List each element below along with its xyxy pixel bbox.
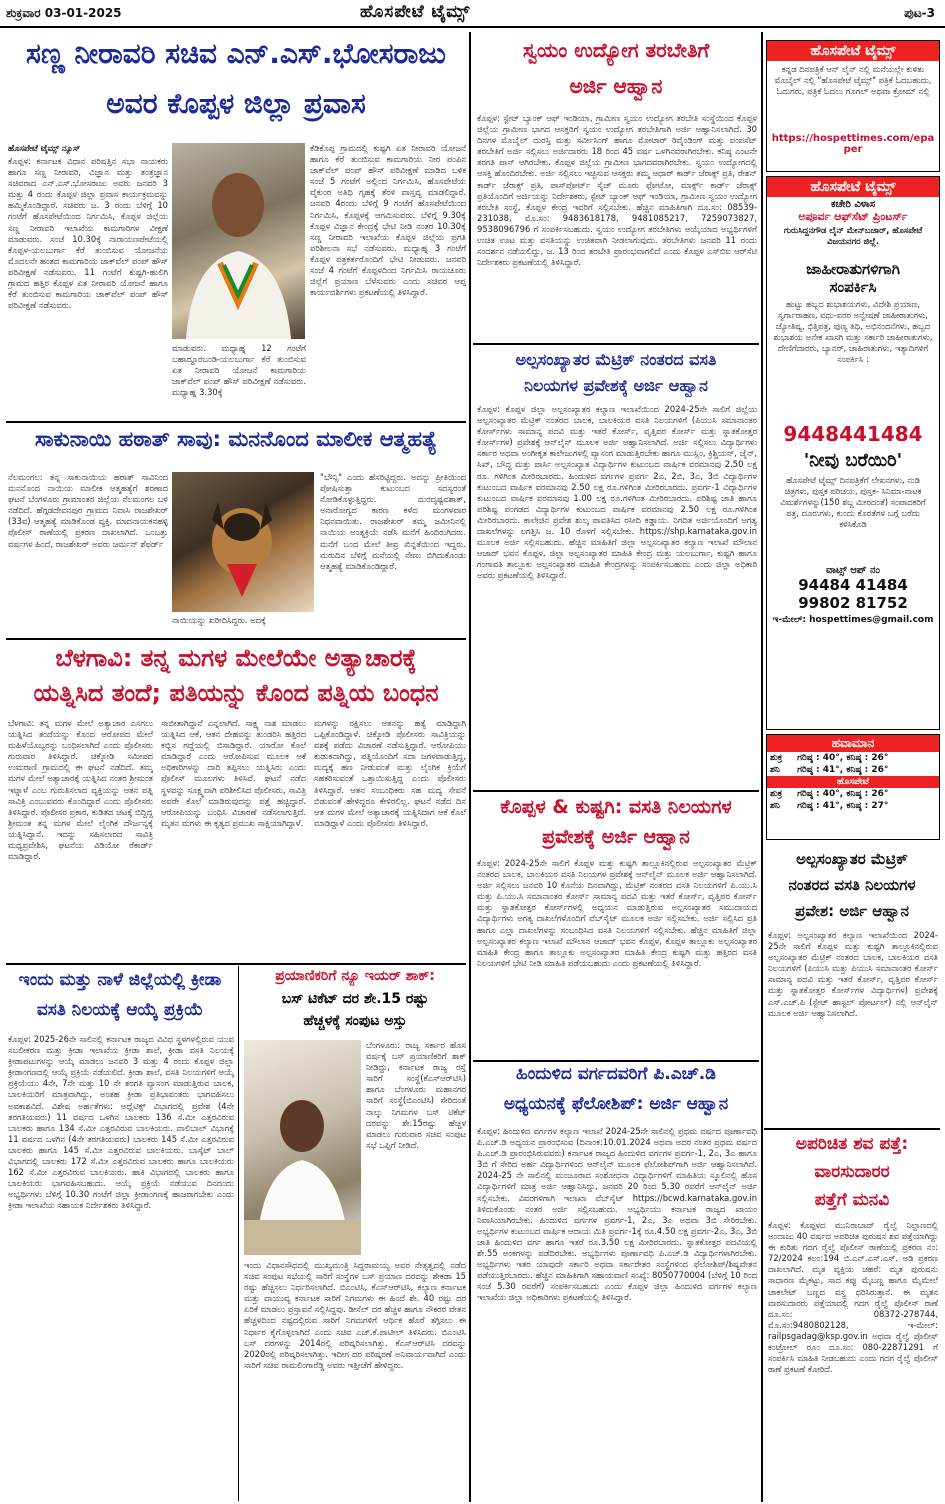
article-headline: ಹಿಂದುಳಿದ ವರ್ಗದವರಿಗೆ ಪಿ.ಎಚ್.ಡಿ	[516, 1064, 716, 1084]
dog-photo	[172, 472, 314, 612]
email[interactable]: ಇ-ಮೇಲ್: hospettimes@gmail.com	[772, 615, 934, 625]
article-body: ಬೆಂಗಳೂರು: ರಾಜ್ಯ ಸರ್ಕಾರ ಹೊಸ ವರ್ಷಕ್ಕೆ ಬಸ್ ಪ್ರಯಾಣಿಕರಿಗೆ ಶಾಕ್ ನೀಡಿದ್ದು, ಕರ್ನಾಟಕ ರಾಜ್ಯ ರಸ್ತೆ ಸಾರಿಗೆ ಸಂಸ್ಥೆ(ಕೆಎಸ್‌ಆರ್‌ಟಿಸಿ) ಹಾಗೂ ಬೆಂಗಳೂರು ಮಹಾನಗರ ಸಾರಿಗೆ ಸಂಸ್ಥೆ(ಬಿಎಂಟಿಸಿ) ಸೇರಿದಂತೆ ನಾಲ್ಕು ನಿಗಮಗಳ ಬಸ್ ಟಿಕೆಟ್ ದರವನ್ನು ಶೇ.15ರಷ್ಟು ಹೆಚ್ಚಳ ಮಾಡಲು ಗುರುವಾರ ಸಚಿವ ಸಂಪುಟ ಸಭೆ ಒಪ್ಪಿಗೆ ನೀಡಿದೆ.	[366, 1040, 466, 1150]
article-body: ನೆಲಮಂಗಲ: ತನ್ನ ಸಾಕುನಾಯಿಯ ಹಠಾತ್ ಸಾವಿನಿಂದ ಮನನೊಂದ ನಾಯಿಯ ಮಾಲೀಕ ಆತ್ಮಹತ್ಯೆಗೆ ಶರಣಾದ ಘಟನೆ ಬೆಂಗಳೂರು ಗ್ರಾಮಾಂತರ ಜಿಲ್ಲೆಯ ನೆಲಮಂಗಲ ಬಳಿ ನಡೆದಿದೆ. ಹೆಗ್ಗಡದೇವನಪುರ ಗ್ರಾಮದ ನಿವಾಸಿ ರಾಜಶೇಖರ್ (33ವ) ಆತ್ಮಹತ್ಯೆ ಮಾಡಿಕೊಂಡ ವ್ಯಕ್ತಿ. ಮಾದನಾಯಕನಹಳ್ಳಿ ಪೊಲೀಸ್ ಠಾಣೆಯಲ್ಲಿ ಪ್ರಕರಣ ದಾಖಲಾಗಿದೆ. ಒಂಬತ್ತು ವರ್ಷಗಳ ಹಿಂದೆ, ರಾಜಶೇಖರ್ ಅವರು ಜರ್ಮನ್ ಶೆಫರ್ಡ್	[8, 472, 168, 549]
issue-date: ಶುಕ್ರವಾರ 03-01-2025	[6, 6, 122, 20]
article-headline-line2: ಅಧ್ಯಯನಕ್ಕೆ ಫೆಲೋಶಿಪ್: ಅರ್ಜಿ ಆಹ್ವಾನ	[503, 1094, 729, 1114]
article-headline-line2: ವಾರಸುದಾರರ	[814, 1162, 890, 1182]
whatsapp-number: 94484 41484	[798, 576, 908, 594]
article-headline-line2: ನಂತರದ ವಸತಿ ನಿಲಯಗಳ	[788, 876, 916, 894]
article-headline: ಬೆಳಗಾವಿ: ತನ್ನ ಮಗಳ ಮೇಲೆಯೇ ಅತ್ಯಾಚಾರಕ್ಕೆ	[55, 644, 417, 672]
weather-day: ಶನಿ	[770, 801, 780, 811]
article-headline-line3: ಪತ್ತೆಗೆ ಮನವಿ	[814, 1190, 890, 1210]
article-body-cont: ಇಂದು ವಿಧಾನಸೌಧದಲ್ಲಿ ಮುಖ್ಯಮಂತ್ರಿ ಸಿದ್ದರಾಮಯ್ಯ ಅವರ ನೇತೃತ್ವದಲ್ಲಿ ನಡೆದ ಸಚಿವ ಸಂಪುಟ ಸಭೆಯಲ್ಲಿ ಸಾರಿಗೆ ಸಂಸ್ಥೆಗಳ ಬಸ್ ಪ್ರಯಾಣ ದರವನ್ನು ಶೇಕಡಾ 15 ರಷ್ಟು ಹೆಚ್ಚಿಸಲು ನಿರ್ಧರಿಸಲಾಗಿದೆ. ಬಿಎಂಟಿಸಿ, ಕೆಎಸ್‌ಆರ್‌ಟಿಸಿ, ಕಲ್ಯಾಣ ಕರ್ನಾಟಕ ಮತ್ತು ವಾಯುವ್ಯ ಕರ್ನಾಟಕ ಸಾರಿಗೆ ನಿಗಮಗಳು ಈ ಹಿಂದೆ ಶೇ. 40 ರಷ್ಟು ದರ ಏರಿಕೆ ಮಾಡಲು ಪ್ರಸ್ತಾವನೆ ಸಲ್ಲಿಸಿದ್ದವು. ಡೀಸೆಲ್ ದರ ಹೆಚ್ಚಳ ಹಾಗೂ ನೌಕರರ ವೇತನ ಹೆಚ್ಚಳದಿಂದ ನಷ್ಟದಲ್ಲಿರುವ ಸಾರಿಗೆ ನಿಗಮಗಳಿಗೆ ಆರ್ಥಿಕ ಹೊರೆ ತಗ್ಗಿಸಲು ಈ ನಿರ್ಧಾರ ಕೈಗೊಳ್ಳಲಾಗಿದೆ ಎಂದು ಸಚಿವ ಎಚ್.ಕೆ.ಪಾಟೀಲ್ ತಿಳಿಸಿದರು. ಬಿಎಂಟಿಸಿ ಬಸ್ ದರಗಳನ್ನು 2014ರಲ್ಲಿ ಪರಿಷ್ಕರಿಸಲಾಗಿತ್ತು. ಕೆಎಸ್‌ಆರ್‌ಟಿಸಿ ದರವನ್ನು 2020ರಲ್ಲಿ ಪರಿಷ್ಕರಿಸಲಾಗಿತ್ತು. ಇದೀಗ ದರ ಪರಿಷ್ಕರಣೆ ಅನಿವಾರ್ಯವಾಗಿದೆ ಎಂದು ಸಾರಿಗೆ ಸಚಿವ ರಾಮಲಿಂಗಾರೆಡ್ಡಿ ಅವರು ಇತ್ತೀಚೆಗೆ ಹೇಳಿದ್ದರು.	[244, 1260, 466, 1370]
press-name: ಅಪೂರ್ವ ಆಫ್‌ಸೆಟ್ ಪ್ರಿಂಟರ್ಸ್	[798, 210, 908, 223]
weather-box	[766, 734, 940, 840]
weather-day: ಶುಕ್ರ	[770, 789, 783, 799]
ads-heading: ಜಾಹೀರಾತುಗಳಿಗಾಗಿ	[806, 260, 900, 278]
weather-row	[767, 800, 939, 812]
weather-temp: ಗರಿಷ್ಠ : 41°, ಕನಿಷ್ಠ : 26°	[797, 765, 889, 775]
article-headline: ಸ್ವಯಂ ಉದ್ಯೋಗ ತರಬೇತಿಗೆ	[522, 38, 710, 62]
weather-temp: ಗರಿಷ್ಠ : 40°, ಕನಿಷ್ಠ : 26°	[797, 753, 889, 763]
article-body-cont: ಮಾಡುವರು. ಮಧ್ಯಾಹ್ನ 12 ಗಂಟೆಗೆ ಬಹಾದ್ದೂರಬಂಡಿ-ಯಲಬುರ್ಗಾ ಕೆರೆ ತುಂಬಿಸುವ ಏತ ನೀರಾವರಿ ಯೋಜನೆ ಕಾಮಗಾರಿಯ ಜಾಕ್‌ವೆಲ್ ಪಂಪ್ ಹೌಸ್ ಪರಿವೀಕ್ಷಣೆ ನಡೆಸುವರು. ಮಧ್ಯಾಹ್ನ 3.30ಕ್ಕೆ	[172, 343, 306, 398]
person-photo-icon	[172, 143, 305, 339]
article-headline-line2: ಅವರ ಕೊಪ್ಪಳ ಜಿಲ್ಲಾ ಪ್ರವಾಸ	[106, 87, 366, 120]
article-headline: ಇಂದು ಮತ್ತು ನಾಳೆ ಜಿಲ್ಲೆಯಲ್ಲಿ ಕ್ರೀಡಾ	[18, 970, 222, 990]
epaper-ad	[766, 40, 940, 172]
cm-photo	[244, 1040, 361, 1255]
weather-title: ಹವಾಮಾನ	[767, 735, 939, 752]
office-address: ಗುರುಸಿದ್ದನಗೌಡ ಲೈನ್ ಮೇನ್‌ಬಜಾರ್, ಹೊಸಪೇಟೆ ವಿಜಯನಗರ ಜಿಲ್ಲೆ.	[783, 225, 923, 247]
slogan: 'ನೀವು ಬರೆಯಿರಿ'	[803, 450, 903, 471]
ad-text: ಕನ್ನಡ ದಿನಪತ್ರಿಕೆ ಆನ್ ಲೈನ್ ನಲ್ಲಿ ಮನೆಯಲ್ಲೇ ಕುಳಿತು ಮೊಬೈಲ್ ನಲ್ಲಿ "ಹೊಸಪೇಟೆ ಟೈಮ್ಸ್" ಪತ್ರಿಕೆ ಓದಬಹುದು, ಓದುಗರು, ಪತ್ರಿಕೆ ಓದಲು ಗೂಗಲ್ ಅಥವಾ ಕ್ರೋಮ್ ನಲ್ಲಿ	[774, 64, 932, 97]
ad-categories: ಹುಟ್ಟು ಹಬ್ಬದ ಶುಭಾಶಯಗಳು, ವಿದೇಶಿ ಪ್ರಯಾಣ, ಸ್ವರ್ಗಾರಾಹಣ, ವಧು-ವರರ ಅನ್ವೇಷಣೆ ಜಾಹೀರಾತುಗಳು, ಜ್ಯೋತಿಷ್ಯ, ಭಿತ್ತಿಪತ್ರ, ಪುಣ್ಯ ತಿಥಿ, ಅಭಿನಂದನೆಗಳು, ಹಬ್ಬದ ಶುಭಾಶಯ ಅನೇಕ ಖಾಸಗಿ ಮತ್ತು ಸರ್ಕಾರಿ ಜಾಹೀರಾತುಗಳು, ದೇಣಿಗೆದಾರರು, ಬ್ಯಾನರ್, ಜಾಹಿರಾತುಗಳು, ಇತ್ಯಾದಿಗಳಿಗೆ ಸಂಪರ್ಕಿಸಿ :	[773, 299, 933, 365]
article-body: ಕೊಪ್ಪಳ: ಕೊಪ್ಪಳದ ಮುನಿರಾಬಾದ್ ರೈಲ್ವೆ ನಿಲ್ದಾಣದಲ್ಲಿ ಅಂದಾಜು 40 ವರ್ಷದ ಅಪರಿಚಿತ ಪುರುಷನ ಶವ ಪತ್ತೆಯಾಗಿದ್ದು ಈ ಕುರಿತು ಗದಗ ರೈಲ್ವೆ ಪೊಲೀಸ್ ಠಾಣೆಯಲ್ಲಿ ಪ್ರಕರಣ ನಂ: 72/2024 ಕಲಂ:194 ಬಿ.ಎನ್.ಎಸ್.ಎಸ್. ಅಡಿ ಪ್ರಕರಣ ದಾಖಲಾಗಿದೆ. ಮೃತ ವ್ಯಕ್ತಿಯ ಚಹರೆ: ಮೃತ ಪುರುಷನು ಸಾಧಾರಣ ಮೈಕಟ್ಟು, ಸಾದ ಕಪ್ಪು ಮೈಬಣ್ಣ ಹಾಗೂ ಮೈಮೇಲೆ ಚಾಕಲೇಟ್ ಬಣ್ಣದ ವಸ್ತ್ರ ಧರಿಸಿರುತ್ತಾನೆ. ಈ ಮೃತನ ವಾರಸುದಾರರು ಪತ್ತೆಯಾದಲ್ಲಿ ಗದಗ ರೈಲ್ವೆ ಪೊಲೀಸ್ ಠಾಣೆ ದೂ.ಸಂ: 08372-278744, ಮೊ.ಸಂ:9480802128, ಇ-ಮೇಲ್: railpsgadag@ksp.gov.in ಅಥವಾ ರೈಲ್ವೆ ಪೊಲೀಸ್ ಕಂಟ್ರೋಲ್ ರೂಂ ದೂ.ಸಂ: 080-22871291 ಗೆ ಸಂಪರ್ಕಿಸಿ ಮಾಹಿತಿ ನೀಡಬಹುದು ಎಂದು ಗದಗ ರೈಲ್ವೆ ಪೊಲೀಸ್ ಠಾಣೆ ಪ್ರಕಟಣೆ ಕೋರಿದೆ.	[768, 1220, 938, 1375]
masthead	[0, 0, 945, 28]
divider	[473, 343, 759, 345]
article-headline-line2: ನಿಲಯಗಳ ಪ್ರವೇಶಕ್ಕೆ ಅರ್ಜಿ ಆಹ್ವಾನ	[524, 376, 708, 395]
divider	[764, 1128, 940, 1130]
article-body-cont: ಸಾಬೀತಾಗಿದ್ದಾನೆ ಎನ್ನಲಾಗಿದೆ. ಸಾಕ್ಷ್ಯ ನಾಶ ಮಾಡಲು ಯತ್ನಿಸಿದ ಆಕೆ, ಆತನ ದೇಹವನ್ನು ತುಂಡರಿಸಿ ಹತ್ತಿರದ ಕಬ್ಬಿನ ಗದ್ದೆಯಲ್ಲಿ ಬಿಸಾಡಿದ್ದಾರೆ. ಯಾರೋ ಕೊಲೆ ಮಾಡಿದ್ದಾರೆ ಎಂದು ಆರೋಪಿಸುವ ಮೂಲಕ ಅಕೆ ಅಧಿಕಾರಿಗಳನ್ನು ದಾರಿ ತಪ್ಪಿಸಲು ಯತ್ನಿಸಿರು ಎಂದು ಪೊಲೀಸ್ ಮೂಲಗಳು ತಿಳಿಸಿವೆ. ಘಟನೆ ನಡೆದ ಸ್ಥಳವನ್ನು ಸೂಕ್ಷ್ಮವಾಗಿ ಪರಿಶೀಲಿಸಿದ ಪೊಲೀಸರು, ಸಾವಿತ್ರಿ ಅವರೇ ಕೊಲೆ ಮಾಡಿರುವುದನ್ನು ಪತ್ತೆ ಹಚ್ಚಿದ್ದಾರೆ. ಆರೋಪಿಯನ್ನು ಬಂಧಿಸಿ ವಿಚಾರಣೆ ನಡೆಸಲಾಗುತ್ತಿದೆ. ಮೃತನ ಮಗಳು ಈ ಕೃತ್ಯದ ಪ್ರಮುಖ ಸಾಕ್ಷಿಯಾಗಿದ್ದಾಳೆ.	[161, 718, 306, 828]
ad-title: ಹೊಸಪೇಟೆ ಟೈಮ್ಸ್	[767, 177, 939, 197]
article-headline: ಪ್ರಯಾಣಿಕರಿಗೆ ನ್ಯೂ ಇಯರ್ ಶಾಕ್:	[275, 968, 435, 984]
article-body: ಕೊಪ್ಪಳ: ಸ್ಟೇಟ್ ಬ್ಯಾಂಕ್ ಆಫ್ ಇಂಡಿಯಾ, ಗ್ರಾಮೀಣ ಸ್ವಯಂ ಉದ್ಯೋಗ ತರಬೇತಿ ಸಂಸ್ಥೆಯಿಂದ ಕೊಪ್ಪಳ ಜಿಲ್ಲೆಯ ಗ್ರಾಮೀಣ ಭಾಗದ ಆಸಕ್ತರಿಗೆ ಸ್ವಯಂ ಉದ್ಯೋಗ ತರಬೇತಿಗಾಗಿ ಅರ್ಜಿ ಆಹ್ವಾನಿಸಲಾಗಿದೆ. 30 ದಿನಗಳ ಮೊಬೈಲ್ ದುರಸ್ತಿ ಮತ್ತು ಸರ್ವೀಸಿಂಗ್ ಹಾಗೂ ಮೋಟಾರ್ ರಿವೈಂಡಿಂಗ್ ಮತ್ತು ಪಂಪಸೆಟ್ ತರಬೇತಿಗೆ ಅರ್ಜಿ ಸಲ್ಲಿಸಲು ಅರ್ಜಿದಾರರು 18 ರಿಂದ 45 ವರ್ಷ ಒಳಗಿನವರಾಗಿರಬೇಕು. ಕನಿಷ್ಠ ಎಂಟನೇ ತರಗತಿ ಪಾಸ್ ಆಗಿರಬೇಕು. ಕೊಪ್ಪಳ ಜಿಲ್ಲೆಯ ಗ್ರಾಮೀಣ ಭಾಗದವರಾಗಿರಬೇಕು. ಸ್ವಯಂ ಉದ್ಯೋಗದಲ್ಲಿ ಆಸಕ್ತಿ ಹೊಂದಿರಬೇಕು. ಅರ್ಜಿ ಸಲ್ಲಿಸಲು ಇಚ್ಛಿಸುವ ಆಸಕ್ತರು ತಮ್ಮ ಆಧಾರ್ ಕಾರ್ಡ್ ಜೆರಾಕ್ಸ್ ಪ್ರತಿ, ರೇಶನ್ ಕಾರ್ಡ್ ಜೆರಾಕ್ಸ್ ಪ್ರತಿ, ಪಾಸ್‌ಪೋರ್ಟ್ ಸೈಜ್ ಮೂರು ಫೋಟೋ, ಮಾರ್ಕ್ಸ್ ಕಾರ್ಡ್ ಜೆರಾಕ್ಸ್ ಪ್ರತಿಯೊಂದಿಗೆ ಅರ್ಜಿಯನ್ನು ನಿರ್ದೇಶಕರು, ಸ್ಟೇಟ್ ಬ್ಯಾಂಕ್ ಆಫ್ ಇಂಡಿಯಾ, ಗ್ರಾಮೀಣ ಸ್ವಯಂ ಉದ್ಯೋಗ ತರಬೇತಿ ಸಂಸ್ಥೆ, ಕೊಪ್ಪಳ ಕೇಂದ್ರ ಇವರಿಗೆ ಸಲ್ಲಿಸಬೇಕು. ಹೆಚ್ಚಿನ ಮಾಹಿತಿಗಾಗಿ ದೂ.ಸಂ: 08539-231038, ಮೊ.ಸಂ: 9483618178, 9481085217, 7259073827, 9538096796 ಗೆ ಸಂಪರ್ಕಿಸಬಹುದು. ಸ್ವಯಂ ಉದ್ಯೋಗ ತರಬೇತಿಗಳು ಅಯ್ಕೆಯಾದ ಅಭ್ಯರ್ಥಿಗಳಿಗೆ ಉಚಿತ ಊಟ ಮತ್ತು ವಸತಿಯನ್ನು ಉಚಿತವಾಗಿ ನೀಡಲಾಗುವುದು. ತರಬೇತಿಗಳು ಜನವರಿ 11 ರಂದು ಸಂದರ್ಶನ ನಡೆಯಲಿದ್ದು, ಜ. 13 ರಿಂದ ತರಬೇತಿ ಪ್ರಾರಂಭವಾಗಲಿದೆ ಎಂದು ಕೊಪ್ಪಳ ಎಸ್‌ಬಿಐ ಆರ್‌ಸೆಟಿ ನಿರ್ದೇಶಕರು ಪ್ರಕಟಣೆಯಲ್ಲಿ ತಿಳಿಸಿದ್ದಾರೆ.	[477, 113, 757, 268]
weather-row	[767, 764, 939, 776]
article-body-cont: "ಬೌನ್ಸಿ" ಎಂದು ಹೆಸರಿಟ್ಟಿದ್ದರು. ಅದನ್ನು ಪ್ರೀತಿಯಿಂದ ಪೋಷಿಸುತ್ತಾ ಕುಟುಂಬದ ಸದಸ್ಯರಂತೆ ನೋಡಿಕೊಳ್ಳುತ್ತಿದ್ದರು. ದುರದೃಷ್ಟವಶಾತ್, ಅನಾರೋಗ್ಯದ ಕಾರಣ ಕಳೆದ ಮಂಗಳವಾರ ನಿಧನವಾಯಿತು. ರಾಜಶೇಖರ್ ತಮ್ಮ ಜಮೀನಿನಲ್ಲಿ ನಾಯಿಯ ಅಂತ್ಯಕ್ರಿಯೆ ನಡೆಸಿ ಮನೆಗೆ ಹಿಂದಿರುಗಿದರು. ಮನೆಗೆ ಬಂದ ಮೇಲೆ ತೀವ್ರ ಖಿನ್ನತೆಯಿಂದ ಇದ್ದರು. ಮರುದಿನ ಬೆಳಿಗ್ಗೆ ಮನೆಯಲ್ಲಿ ನೇಣು ಬಿಗಿದುಕೊಂಡು ಆತ್ಮಹತ್ಯೆ ಮಾಡಿಕೊಂಡಿದ್ದಾರೆ.	[320, 472, 466, 571]
article-headline: ಸಣ್ಣ ನೀರಾವರಿ ಸಚಿವ ಎನ್.ಎಸ್.ಭೋಸರಾಜು	[26, 37, 446, 70]
article-headline-line2: ಅರ್ಜಿ ಆಹ್ವಾನ	[569, 74, 663, 98]
article-headline-line3: ಪ್ರವೇಶ: ಅರ್ಜಿ ಆಹ್ವಾನ	[795, 902, 909, 920]
article-headline-line2: ವಸತಿ ನಿಲಯಕ್ಕೆ ಆಯ್ಕೆ ಪ್ರಕ್ರಿಯೆ	[36, 1000, 204, 1020]
whatsapp-number: 99802 81752	[798, 594, 908, 612]
office-label: ಕಚೇರಿ ವಿಳಾಸ	[830, 199, 876, 210]
minister-photo	[172, 143, 305, 339]
divider	[6, 638, 466, 640]
epaper-link[interactable]: https://hospettimes.com/epaper	[771, 133, 935, 155]
article-body-cont: ನಾಯಿಯನ್ನು ಖರೀದಿಸಿದ್ದರು. ಅದಕ್ಕೆ	[172, 615, 266, 625]
ad-title: ಹೊಸಪೇಟೆ ಟೈಮ್ಸ್	[767, 41, 939, 61]
column-rule	[761, 32, 763, 1502]
article-headline-line2: ಬಸ್ ಟಿಕೆಟ್ ದರ ಶೇ.15 ರಷ್ಟು	[281, 991, 429, 1007]
article-body-cont: ಮಗಳನ್ನು ರಕ್ಷಿಸಲು ಆತನನ್ನು ಹತ್ಯೆ ಮಾಡಿದ್ದಾಗಿ ಒಪ್ಪಿಕೊಂಡಿದ್ದಾಳೆ. ಚಿಕ್ಕೋಡಿ ಪೊಲೀಸರು ಸಾವಿತ್ರಿಯನ್ನು ವಶಕ್ಕೆ ಪಡೆದು ವಿಚಾರಣೆ ನಡೆಸುತ್ತಿದ್ದಾರೆ. ಆರೋಪಿಯು ಕುಡುಕನಾಗಿದ್ದು, ಪತ್ನಿಯೊಂದಿಗೆ ಸದಾ ಜಗಳವಾಡುತ್ತಿದ್ದ, ಮದ್ಯಕ್ಕೆ ಹಣ ನೀಡುವಂತೆ ಮತ್ತು ಲೈಂಗಿಕ ಕ್ರಿಯೆಗೆ ಸಹಕರಿಸುವಂತೆ ಒತ್ತಾಯಿಸುತ್ತಿದ್ದ ಎಂದು ಪೊಲೀಸರು ತಿಳಿಸಿದ್ದಾರೆ. ಆತನ ಸಂಬಂಧಿಕರು ಸಹ ಮದ್ಯ ಸೇವನೆ ಬಿಡುವಂತೆ ಹೇಳಿದ್ದರೂ ಕೇಳಿರಲಿಲ್ಲ. ಘಟನೆ ನಡೆದ ದಿನ ಆತ ಮಗಳ ಮೇಲೆ ಅತ್ಯಾಚಾರಕ್ಕೆ ಯತ್ನಿಸಿದಾಗ ಆಕೆ ಕೊಲೆ ಮಾಡಿದ್ದಾಳೆ ಎಂದು ಪೊಲೀಸರು ತಿಳಿಸಿದ್ದಾರೆ.	[314, 718, 466, 828]
page-number: ಪುಟ-3	[904, 6, 935, 20]
column-rule	[469, 32, 471, 1502]
article-body: ಕೊಪ್ಪಳ: 2025-26ನೇ ಸಾಲಿನಲ್ಲಿ ಕರ್ನಾಟಕ ರಾಜ್ಯದ ವಿವಿಧ ಸ್ಥಳಗಳಲ್ಲಿರುವ ಯುವ ಸಬಲೀಕರಣ ಮತ್ತು ಕ್ರೀಡಾ ಇಲಾಖೆಯ ಕ್ರೀಡಾ ಶಾಲೆ, ಕ್ರೀಡಾ ವಸತಿ ನಿಲಯಕ್ಕೆ ಕ್ರೀಡಾಪಟುಗಳನ್ನು ಆಯ್ಕೆ ಮಾಡಲು ಜನವರಿ 3 ಮತ್ತು 4 ರಂದು ಕೊಪ್ಪಳ ಜಿಲ್ಲಾ ಕ್ರೀಡಾಂಗಣದಲ್ಲಿ ಆಯ್ಕೆ ಪ್ರಕ್ರಿಯೆ ನಡೆಯಲಿದೆ. ಕ್ರೀಡಾ ಶಾಲೆ, ವಸತಿ ನಿಲಯಗಳಿಗೆ ಆಯ್ಕೆ ಪ್ರಕ್ರಿಯೆಯು 4ನೇ, 7ನೇ ಮತ್ತು 10 ನೇ ತರಗತಿ ವ್ಯಾಸಂಗ ಮಾಡುತ್ತಿರುವ ಬಾಲಕ, ಬಾಲಕಿಯರಿಗೆ ಮಾತ್ರವಾಗಿದ್ದು, ಅಂತಹ ಕ್ರೀಡಾ ಪ್ರತಿಭಾವಂತರು ಭಾಗವಹಿಸಲು ಅವಕಾಶವಿದೆ. ವಿಶೇಷ ಅರ್ಹತೆಗಳು: ಅಥ್ಲೆಟಿಕ್ಸ್ ವಿಭಾಗದಲ್ಲಿ ಪ್ರವೇಶ (4ನೇ ತರಗತಿಯವರು) 11 ವರ್ಷದ ಒಳಗಿನ ಬಾಲಕರು 136 ಸೆ.ಮೀ ಎತ್ತರವಿರುವ ಬಾಲಕರು ಹಾಗೂ 134 ಸೆ.ಮೀ ಎತ್ತರವಿರುವ ಬಾಲಕಿಯರು. ವಾಲಿಬಾಲ್ ವಿಭಾಗಕ್ಕೆ 11 ವರ್ಷದ ಒಳಗಿನ (4ನೇ ತರಗತಿಯವರು) ಬಾಲಕರು 145 ಸೆ.ಮೀ ಎತ್ತರವಿರುವ ಬಾಲಕರು ಹಾಗೂ 145 ಸೆ.ಮೀ ಎತ್ತರವಿರುವ ಬಾಲಕಿಯರು. ಬಾಸ್ಕೆಟ್ ಬಾಲ್ ವಿಭಾಗದಲ್ಲಿ ಬಾಲಕರು 172 ಸೆ.ಮೀ ಎತ್ತರವಿರುವ ಬಾಲಕರು ಹಾಗೂ ಬಾಲಕಿಯರು 162 ಸೆ.ಮೀ ಎತ್ತರವಿರುವ ಬಾಲಕಿಯರು. ಹಾಕಿ ವಿಭಾಗದಲ್ಲಿ ಬಾಲಕರು ಹಾಗೂ ಬಾಲಕಿಯರು ಭಾಗವಹಿಸಬಹುದು. ಆಯ್ಕೆ ಪ್ರಕ್ರಿಯೆ ನಡೆಯುವ ದಿನದಂದು ಅಭ್ಯರ್ಥಿಗಳು ಬೆಳಿಗ್ಗೆ 10.30 ಗಂಟೆಗೆ ಜಿಲ್ಲಾ ಕ್ರೀಡಾಂಗಣಕ್ಕೆ ಹಾಜರಾಗಬೇಕು ಎಂದು ಕ್ರೀಡಾ ಇಲಾಖೆಯ ಸಹಾಯಕ ನಿರ್ದೇಶಕರು ತಿಳಿಸಿದ್ದಾರೆ.	[8, 1034, 234, 1211]
divider	[238, 966, 239, 1501]
article-headline-line2: ಪ್ರವೇಶಕ್ಕೆ ಅರ್ಜಿ ಆಹ್ವಾನ	[542, 826, 690, 848]
divider	[473, 1060, 759, 1062]
article-body: ಕೊಪ್ಪಳ: 2024-25ನೇ ಸಾಲಿಗೆ ಕೊಪ್ಪಳ ಮತ್ತು ಕುಷ್ಟಗಿ ತಾಲ್ಲೂಕಿನಲ್ಲಿರುವ ಅಲ್ಪಸಂಖ್ಯಾತರ ಮೆಟ್ರಿಕ್ ನಂತರದ ಬಾಲಕ, ಬಾಲಕಿಯರ ವಸತಿ ನಿಲಯಗಳ ಪ್ರವೇಶಕ್ಕೆ ಆನ್‌ಲೈನ್ ಮೂಲಕ ಅರ್ಜಿ ಆಹ್ವಾನಿಸಲಾಗಿದೆ. ಅರ್ಜಿ ಸಲ್ಲಿಸಲು ಜನವರಿ 10 ಕೊನೆಯ ದಿನವಾಗಿದ್ದು, ಮೆಟ್ರಿಕ್ ನಂತರದ ವಸತಿ ನಿಲಯಗಳಿಗೆ ಪಿ.ಯು.ಸಿ ಮತ್ತು ಪಿ.ಯು.ಸಿ ಸಮಾನಾಂತರ ಕೋರ್ಸ್ ಸಾಮಾನ್ಯ ಪದವಿ ಮತ್ತು ಇತರೆ ಕೋರ್ಸ್, ವೃತ್ತಿಪರ ಕೋರ್ಸ್ ಮತ್ತು ಸ್ನಾತಕೋತ್ತರ ಕೋರ್ಸ್‌ಗಳಲ್ಲಿ ಅಧ್ಯಯನ ಮಾಡುತ್ತಿರುವ ಅಲ್ಪಸಂಖ್ಯಾತರ ಸಮುದಾಯದ ವಿದ್ಯಾರ್ಥಿಗಳು ಅಗತ್ಯ ದಾಖಲೆಗಳೊಂದಿಗೆ ವೆಬ್‌ಸೈಟ್ ಮೂಲಕ ಅರ್ಜಿ ಸಲ್ಲಿಸಬೇಕು. ಅರ್ಜಿ ಸಲ್ಲಿಸಿದ ಪ್ರತಿ ಹಾಗೂ ಎಲ್ಲಾ ದಾಖಲೆಗಳನ್ನು ಸಂಬಂಧಿಸಿದ ವಸತಿ ನಿಲಯಗಳಿಗೆ ಸಲ್ಲಿಸಬೇಕು. ಹೆಚ್ಚಿನ ಮಾಹಿತಿಗೆ ಜಿಲ್ಲಾ ಅಲ್ಪಸಂಖ್ಯಾತರ ಕಲ್ಯಾಣ ಇಲಾಖೆ ಮೌಲಾನ ಆಜಾದ್ ಭವನ ಕೊಪ್ಪಳ, ಕೊಪ್ಪಳ ತಾಲ್ಲೂಕು ಅಲ್ಪಸಂಖ್ಯಾತರ ಮಾಹಿತಿ ಕೇಂದ್ರ ಹಾಗೂ ತಾಲ್ಲೂಕು ಅಲ್ಪಸಂಖ್ಯಾತರ ಮಾಹಿತಿ ಕೇಂದ್ರ ಕುಷ್ಟಗಿ ಮತ್ತು ಹತ್ತಿರದ ವಸತಿ ನಿಲಯಗಳಿಗೆ ಭೇಟಿ ನೀಡಿ ಮಾಹಿತಿ ಪಡೆಯಬಹುದು ಎಂದು ಪ್ರಕಟಣೆಯಲ್ಲಿ ತಿಳಿಸಿದ್ದಾರೆ.	[477, 858, 757, 968]
weather-temp: ಗರಿಷ್ಠ : 41°, ಕನಿಷ್ಠ : 27°	[797, 801, 889, 811]
article-body-cont: ಕೆಡಿಕೊಪ್ಪ ಗ್ರಾಮದಲ್ಲಿ ಕುಷ್ಟಗಿ ಏತ ನೀರಾವರಿ ಯೋಜನೆ ಹಾಗೂ ಕೆರೆ ತುಂಬಿಸುವ ಕಾಮಗಾರಿಯ ನೀರ ಪಂಪಿನ ಜಾಕ್‌ವೆಲ್ ಪಂಪ್ ಹೌಸ್ ಪರಿವೀಕ್ಷಣೆ ಮಾಡಿದ ಬಳಿಕ ಸಂಜೆ 5 ಗಂಟೆಗೆ ಅಲ್ಲಿಂದ ನಿರ್ಗಮಿಸಿ, ಹೊಸಪೇಟೆಯ ವೈಕುಂಠ ಅತಿಥಿ ಗೃಹಕ್ಕೆ ತೆರಳಿ ವಾಸ್ತವ್ಯ ಮಾಡಲಿದ್ದಾರೆ. ಜನವರಿ 4ರಂದು ಬೆಳಿಗ್ಗೆ 9 ಗಂಟೆಗೆ ಹೊಸಪೇಟೆಯಿಂದ ನಿರ್ಗಮಿಸಿ, ಕೊಪ್ಪಳಕ್ಕೆ ಆಗಮಿಸುವರು. ಬೆಳಿಗ್ಗೆ 9.30ಕ್ಕೆ ಕೊಪ್ಪಳ ವಿಜ್ಞಾನ ಕೇಂದ್ರಕ್ಕೆ ಭೇಟಿ ನೀಡಿ ನಂತರ 10.30ಕ್ಕೆ ಸಣ್ಣ ನೀರಾವರಿ ಇಲಾಖೆಯ ಕೊಪ್ಪಳ ಜಿಲ್ಲೆಯ ಪ್ರಗತಿ ಪರಿಶೀಲನಾ ಸಭೆ ನಡೆಸುವರು. ಮಧ್ಯಾಹ್ನ 3 ಗಂಟೆಗೆ ಕೊಪ್ಪಳ ಪತ್ರಕರ್ತರೊಂದಿಗೆ ಭೇಟಿ ನೀಡುವರು. ಜನವರಿ ಸಂಜೆ 4 ಗಂಟೆಗೆ ಕೊಪ್ಪಳದಿಂದ ನಿರ್ಗಮಿಸಿ ರಾಯಚೂರು ಜಿಲ್ಲೆಗೆ ಪ್ರಯಾಣ ಬೆಳೆಸುವರು ಎಂದು ಸಚಿವರ ಆಪ್ತ ಕಾರ್ಯದರ್ಶಿಗಳು ಪ್ರಕಟಣೆಯಲ್ಲಿ ತಿಳಿಸಿದ್ದಾರೆ.	[310, 143, 466, 298]
article-headline: ಅಲ್ಪಸಂಖ್ಯಾತರ ಮೆಟ್ರಿಕ್	[796, 850, 908, 868]
article-headline: ಅಪರಿಚಿತ ಶವ ಪತ್ತೆ:	[795, 1134, 909, 1154]
ad-phone: 9448441484	[783, 422, 923, 446]
weather-row	[767, 788, 939, 800]
weather-row	[767, 752, 939, 764]
article-headline: ಸಾಕುನಾಯಿ ಹಠಾತ್ ಸಾವು: ಮನನೊಂದ ಮಾಲೀಕ ಆತ್ಮಹತ್ಯೆ	[35, 427, 437, 451]
divider	[473, 790, 759, 792]
article-body: ಕೊಪ್ಪಳ: ಅಲ್ಪಸಂಖ್ಯಾತರ ಕಲ್ಯಾಣ ಇಲಾಖೆಯಿಂದ 2024-25ನೇ ಸಾಲಿಗೆ ಕೊಪ್ಪಳ ಮತ್ತು ಕುಷ್ಟಗಿ ತಾಲ್ಲೂಕಿನಲ್ಲಿರುವ ಅಲ್ಪಸಂಖ್ಯಾತರ ಮೆಟ್ರಿಕ್ ನಂತರದ ಬಾಲಕ, ಬಾಲಕಿಯರ ವಸತಿ ನಿಲಯಗಳಿಗೆ (ಪಿಯುಸಿ ಮತ್ತು ಪಿಯುಸಿ ಸಮಾನಾಂತರ ಕೋರ್ಸ್ ಸಾಮಾನ್ಯ ಪದವಿ ಮತ್ತು ಇತರೆ ಕೋರ್ಸ್, ವೃತ್ತಿಪರ ಕೋರ್ಸ್ ಮತ್ತು ಸ್ನಾತಕೋತ್ತರ ಕೋರ್ಸ್‌ಗಳ ವಿದ್ಯಾರ್ಥಿಗಳ) ಪ್ರವೇಶಕ್ಕೆ ಎಸ್.ಎಚ್.ಪಿ (ಸ್ಟೇಟ್ ಹಾಸ್ಟಲ್ ಪೋರ್ಟಲ್) ನಲ್ಲಿ ಆನ್‌ಲೈನ್ ಮೂಲಕ ಅರ್ಜಿ ಆಹ್ವಾನಿಸಲಾಗಿದೆ.	[768, 930, 938, 1018]
article-headline-line2: ಯತ್ನಿಸಿದ ತಂದೆ; ಪತಿಯನ್ನು ಕೊಂದ ಪತ್ನಿಯ ಬಂಧನ	[33, 679, 439, 707]
byline: ಹೊಸಪೇಟೆ ಟೈಮ್ಸ್ ನ್ಯೂಸ್	[8, 143, 81, 153]
article-headline-line3: ಹೆಚ್ಚಳಕ್ಕೆ ಸಂಪುಟ ಅಸ್ತು	[303, 1013, 407, 1029]
paper-name: ಹೊಸಪೇಟೆ ಟೈಮ್ಸ್	[360, 2, 471, 22]
weather-temp: ಗರಿಷ್ಠ : 40°, ಕನಿಷ್ಠ : 26°	[797, 789, 889, 799]
dog-photo-icon	[172, 472, 314, 612]
office-ad	[766, 176, 940, 730]
write-invite: ಹೊಸಪೇಟೆ ಟೈಮ್ಸ್ ದಿನಪತ್ರಿಕೆಗೆ ಲೇಖನಗಳು, ನುಡಿ ಚಿತ್ರಗಳು, ಪುಸ್ತಕ ಪರಿಚಯ, ಪುಸ್ತಕ- ಸಿನಿಮಾ-ನಾಟಕ ವಿಮರ್ಶೆಗಳನ್ನು(150 ಶಬ್ದ ಮೀರದಂತೆ) ಸಂಪಾದಕರಿಗೆ ಪತ್ರ, ದೂರುಗಳು, ಕುಂದು ಕೊರತೆಗಳ ಬಗ್ಗೆ ಬರೆದು ಕಳಿಸಿಕೊಡಿ	[780, 475, 926, 530]
whatsapp-label: ವಾಟ್ಸ್ ಆಪ್ ನಂ	[826, 565, 880, 576]
weather-subtitle: ಹೊಸಪೇಟೆ	[767, 776, 939, 788]
contact-heading: ಸಂಪರ್ಕಿಸಿ	[829, 278, 877, 296]
article-body: ಕೊಪ್ಪಳ: ಹಿಂದುಳಿದ ವರ್ಗಗಳ ಕಲ್ಯಾಣ ಇಲಾಖೆ 2024-25ನೇ ಸಾಲಿನಲ್ಲಿ ಪ್ರಥಮ ವರ್ಷದ ಪೂರ್ಣಾವಧಿ ಪಿ.ಎಚ್.ಡಿ ಅಧ್ಯಯನ ಪ್ರಾರಂಭಿಸುವ (ದಿನಾಂಕ:10.01.2024 ಅಥವಾ ಅದರ ನಂತರ ಪ್ರಥಮ ವರ್ಷದ ಪಿ.ಎಚ್.ಡಿ ಪ್ರಾರಂಭಿಸಿರುವವರು) ಕರ್ನಾಟಕ ರಾಜ್ಯದ ಹಿಂದುಳಿದ ವರ್ಗಗಳ ಪ್ರವರ್ಗ-1, 2ಎ, 3ಎ ಹಾಗೂ 3ಬಿ ಗೆ ಸೇರಿದ ಅರ್ಹ ವಿದ್ಯಾರ್ಥಿಗಳಿಂದ ಆನ್‌ಲೈನ್ ಮೂಲಕ ಫೆಲೋಶಿಪ್‌ಗಾಗಿ ಅರ್ಜಿ ಆಹ್ವಾನಿಸಲಾಗಿದೆ. 2024-25 ನೇ ಸಾಲಿನಲ್ಲಿ ಮಂಜೂರಾದ ಸಂಶೋಧನಾ ವಿದ್ಯಾರ್ಥಿಗಳಿಗೆ ಮಾಹಿತಿಯ ಸ್ಕೂಲಿನಲ್ಲಿ ಹೊಸ ವಿದ್ಯಾರ್ಥಿಗಳಿಗೆ ಮಾತ್ರ ಅರ್ಜಿ ಆಹ್ವಾನಿಸಿದ್ದು, ಜನವರಿ 20 ರಿಂದ 5.30 ರವರೆಗೆ ಆನ್‌ಲೈನ್ ಅರ್ಜಿ ಸಲ್ಲಿಸಬೇಕು. ವಿವರಗಳಿಗಾಗಿ ಇಲಾಖಾ ವೆಬ್‌ಸೈಟ್ https://bcwd.karnataka.gov.in ತಿಳಿದುಕೊಂಡು ನಂತರ ಅರ್ಜಿ ಸಲ್ಲಿಸಬಹುದು. ಅಭ್ಯರ್ಥಿಯು ಕರ್ನಾಟಕ ರಾಜ್ಯದ ಖಾಯಂ ನಿವಾಸಿಯಾಗಿರಬೇಕು. ಹಿಂದುಳಿದ ವರ್ಗಗಳ ಪ್ರವರ್ಗ-1, 2ಎ, 3ಎ ಅಥವಾ 3ಬಿ ಸೇರಿರಬೇಕು. ಅಭ್ಯರ್ಥಿಗಳ ಕುಟುಂಬದ ವಾರ್ಷಿಕ ಆದಾಯ ಮಿತಿ ಪ್ರವರ್ಗ-1ಕ್ಕೆ ರೂ.4.50 ಲಕ್ಷ ಪ್ರವರ್ಗ-2ಎ, 3ಎ, 3ಬಿ ಜಾತಿ ಹಿಂದುಳಿದ ವರ್ಗ ಹಾಗೂ ಇತರೆ ರೂ.3.50 ಲಕ್ಷ ಮೀರಿರಬಾರದು. ಸ್ನಾತಕೋತ್ತರ ಪದವಿಯಲ್ಲಿ ಶೇ.55 ಅಂಕಗಳನ್ನು ಪಡೆದಿರಬೇಕು. ಅಭ್ಯರ್ಥಿಗಳು ಪೂರ್ಣಾವಧಿ ಪಿ.ಎಚ್.ಡಿ ವಿದ್ಯಾರ್ಥಿಗಳಾಗಿರಬೇಕು. ಅಭ್ಯರ್ಥಿಗಳು ಇತರ ಯಾವುದೇ ಸರ್ಕಾರಿ ಅಥವಾ ಸರ್ಕಾರೇತರ ಸಂಸ್ಥೆಗಳಿಂದ ಫೆಲೋಶಿಪ್/ಶಿಷ್ಯವೇತನ ಪಡೆಯುತ್ತಿರಬಾರದು. ಹೆಚ್ಚಿನ ಮಾಹಿತಿಗಾಗಿ ಸಹಾಯವಾಣಿ ಸಂಖ್ಯೆ: 8050770004 (ಬೆಳಿಗ್ಗೆ 10 ರಿಂದ ಸಂಜೆ 5.30 ರವರೆಗೆ) ಸಂಪರ್ಕಿಸಬಹುದು ಎಂದು ಕೊಪ್ಪಳ ಜಿಲ್ಲಾ ಹಿಂದುಳಿದ ವರ್ಗಗಳ ಕಲ್ಯಾಣ ಇಲಾಖೆಯ ಜಿಲ್ಲಾ ಅಧಿಕಾರಿಗಳು ಪ್ರಕಟಣೆಯಲ್ಲಿ ತಿಳಿಸಿದ್ದಾರೆ.	[477, 1126, 757, 1303]
weather-day: ಶನಿ	[770, 765, 780, 775]
article-headline: ಅಲ್ಪಸಂಖ್ಯಾತರ ಮೆಟ್ರಿಕ್ ನಂತರದ ವಸತಿ	[515, 350, 717, 369]
article-headline: ಕೊಪ್ಪಳ & ಕುಷ್ಟಗಿ: ವಸತಿ ನಿಲಯಗಳ	[500, 796, 732, 818]
divider	[6, 963, 466, 965]
person-photo-icon	[244, 1040, 361, 1255]
article-body: ಬೆಳಗಾವಿ: ತನ್ನ ಮಗಳ ಮೇಲೆ ಅತ್ಯಾಚಾರ ಎಸಗಲು ಯತ್ನಿಸಿದ ತಂದೆಯನ್ನು ಕೊಂದ ಆರೋಪದ ಮೇಲೆ ಮಹಿಳೆಯೊಬ್ಬರನ್ನು ಬಂಧಿಸಲಾಗಿದೆ ಎಂದು ಪೊಲೀಸರು ಗುರುವಾರ ತಿಳಿಸಿದ್ದಾರೆ. ಚಿಕ್ಕೋಡಿ ಸಮೀಪದ ಉಮರಾಣಿ ಗ್ರಾಮದಲ್ಲಿ ಈ ಘಟನೆ ನಡೆದಿದೆ. ತಮ್ಮ ಮಗಳ ಮೇಲೆ ಅತ್ಯಾಚಾರಕ್ಕೆ ಯತ್ನಿಸಿದ ನಂತರ ಶ್ರೀಮಂತ ಇಟ್ನಾಳೆ ಎಂಬ ಗುರುತಿಸಲಾದ ವ್ಯಕ್ತಿಯನ್ನು ಆತನ ಪತ್ನಿ ಸಾವಿತ್ರಿ ಎಂಬುವವರು ಕೊಂದಿದ್ದಾರೆ ಎಂದು ಪೊಲೀಸರು ತಿಳಿಸಿದ್ದಾರೆ. ಪೊಲೀಸರ ಪ್ರಕಾರ, ಕುಡಿತದ ಚಟಕ್ಕೆ ಬಿದ್ದಿದ್ದ ಶ್ರೀಮಂತ ತನ್ನ ಮಗಳ ಮೇಲೆ ಲೈಂಗಿಕ ದೌರ್ಜನ್ಯಕ್ಕೆ ಯತ್ನಿಸಿದ್ದಾನೆ. ಇದನ್ನು ಸಹಿಸಲಾರದ ಸಾವಿತ್ರಿ ಮಧ್ಯಪ್ರವೇಶಿಸಿ, ಘಟನೆಯ ವಿಡಿಯೋ ರೆಕಾರ್ಡ್ ಮಾಡಿದ್ದಾರೆ.	[8, 718, 153, 862]
divider	[6, 421, 466, 423]
article-body: ಕೊಪ್ಪಳ: ಕರ್ನಾಟಕ ವಿಧಾನ ಪರಿಷತ್ತಿನ ಸಭಾ ನಾಯಕರು ಹಾಗೂ ಸಣ್ಣ ನೀರಾವರಿ, ವಿಜ್ಞಾನ ಮತ್ತು ತಂತ್ರಜ್ಞಾನ ಸಚಿವರಾದ ಎನ್.ಎಸ್.ಭೋಸರಾಜು ಅವರು ಜನವರಿ 3 ಮತ್ತು 4 ರಂದು ಕೊಪ್ಪಳ ಜಿಲ್ಲಾ ಪ್ರವಾಸ ಕಾರ್ಯಕ್ರಮವನ್ನು ಹಮ್ಮಿಕೊಂಡಿದ್ದಾರೆ. ಸಚಿವರು ಜ. 3 ರಂದು ಬೆಳಿಗ್ಗೆ 10 ಗಂಟೆಗೆ ಹೊಸಪೇಟೆಯಿಂದ ನಿರ್ಗಮಿಸಿ, ಕೊಪ್ಪಳ ಜಿಲ್ಲೆಯ ಸಣ್ಣ ನೀರಾವರಿ ಇಲಾಖೆಯ ಕಾಮಗಾರಿಗಳ ವೀಕ್ಷಣೆ ಮಾಡುವರು. ಸಂಜೆ 10.30ಕ್ಕೆ ನಾರಾಯಣಪೇಟೆಯಲ್ಲಿ ಕೊಪ್ಪಳ-ಯಲಬುರ್ಗಾ ಕೆರೆ ತುಂಬಿಸುವ ಯೋಜನೆಯ ಮೊದಲನೇ ಹಂತದ ಕಾಮಗಾರಿಯ ಜಾಕ್‌ವೆಲ್ ಪಂಪ್ ಹೌಸ್ ಪರಿವೀಕ್ಷಣೆ ನಡೆಸುವರು. 11 ಗಂಟೆಗೆ ಕುಷ್ಟಗಿ-ಹುಲಿಗಿ ಗ್ರಾಮದ ಹತ್ತಿರ ಕೊಪ್ಪಳ ಏತ ನೀರಾವರಿ ಯೋಜನೆ ಹಾಗೂ ಕೆರೆ ತುಂಬಿಸುವ ಕಾಮಗಾರಿಯ ಜಾಕ್‌ವೆಲ್ ಪಂಪ್ ಹೌಸ್ ಪರಿವೀಕ್ಷಣೆ ನಡೆಸುವರು.	[8, 156, 168, 311]
weather-day: ಶುಕ್ರ	[770, 753, 783, 763]
article-body: ಕೊಪ್ಪಳ: ಕೊಪ್ಪಳ ಜಿಲ್ಲಾ ಅಲ್ಪಸಂಖ್ಯಾತರ ಕಲ್ಯಾಣ ಇಲಾಖೆಯಿಂದ 2024-25ನೇ ಸಾಲಿಗೆ ಜಿಲ್ಲೆಯ ಅಲ್ಪಸಂಖ್ಯಾತರ ಮೆಟ್ರಿಕ್ ನಂತರದ ಬಾಲಕ, ಬಾಲಕಿಯರ ವಸತಿ ನಿಲಯಗಳಿಗೆ (ಪಿಯುಸಿ ಸಮಾನಾಂತರ ಕೋರ್ಸ್‌ಗಳು ಸಾಮಾನ್ಯ ಪದವಿ ಮತ್ತು ಇತರೆ ಕೋರ್ಸ್, ವೃತ್ತಿಪರ ಕೋರ್ಸ್ ಮತ್ತು ಸ್ನಾತಕೋತ್ತರ ಕೋರ್ಸ್‌ಗಳ) ಪ್ರವೇಶಕ್ಕೆ ಆನ್‌ಲೈನ್ ಮೂಲಕ ಅರ್ಜಿ ಆಹ್ವಾನಿಸಲಾಗಿದೆ. ಅರ್ಜಿ ಸಲ್ಲಿಸಲು ವಿದ್ಯಾರ್ಥಿಗಳು ಸರ್ಕಾರ ಅಥವಾ ಅಂಗೀಕೃತ ಕಾಲೇಜುಗಳಲ್ಲಿ ವ್ಯಾಸಂಗ ಮಾಡುತ್ತಿರಬೇಕು ಹಾಗೂ ಮುಸ್ಲಿಂ, ಕ್ರಿಶ್ಚಿಯನ್, ಜೈನ್, ಸಿಖ್, ಬೌದ್ಧ ಮತ್ತು ಪಾರ್ಸಿ ಅಲ್ಪಸಂಖ್ಯಾತ ವಿದ್ಯಾರ್ಥಿಗಳ ಕುಟುಂಬದ ವಾರ್ಷಿಕ ವರಮಾನವು 2.50 ಲಕ್ಷ ರೂ. ಗಳಿಗಿಂತ ಮೀರಿರಬಾರದು. ಹಿಂದುಳಿದ ವರ್ಗಗಳ ಪ್ರವರ್ಗ 2ಎ, 2ಬಿ, 3ಎ, 3ಬಿ ವಿದ್ಯಾರ್ಥಿಗಳ ಕುಟುಂಬದ ವಾರ್ಷಿಕ ವರಮಾನವು 2.50 ಲಕ್ಷ ರೂ.ಗಳಿಗಿಂತ ಮೀರಿರಬಾರದು. ಪ್ರವರ್ಗ-1 ವಿದ್ಯಾರ್ಥಿಗಳ ಕುಟುಂಬದ ವಾರ್ಷಿಕ ವರಮಾನವು 1.00 ಲಕ್ಷ ರೂ.ಗಳಿಗಿಂತ ಮೀರಿರಬಾರದು. ಪರಿಶಿಷ್ಟ ಜಾತಿ ಹಾಗೂ ಪರಿಶಿಷ್ಟ ಪಂಗಡದ ವಿದ್ಯಾರ್ಥಿಗಳ ಕುಟುಂಬದ ವಾರ್ಷಿಕ ವರಮಾನವು 2.50 ಲಕ್ಷ ರೂ.ಗಳಿಗಿಂತ ಮೀರಿರಬಾರದು. ಕಾಲೇಜಿನ ಪ್ರವೇಶ ಶುಲ್ಕ ಪಾವತಿಸಿದ ರಸೀದಿ ಕಡ್ಡಾಯ. ನಿಗದಿತ ಅರ್ಜಿಯೊಂದಿಗೆ ಅಗತ್ಯ ದಾಖಲೆಗಳನ್ನು ಲಗತ್ತಿಸಿ ಜ. 10 ರೊಳಗೆ ಸಲ್ಲಿಸಬೇಕು. https://shp.karnataka.gov.in ಮೂಲಕ ಅರ್ಜಿ ಸಲ್ಲಿಸಬಹುದು. ಹೆಚ್ಚಿನ ಮಾಹಿತಿಗೆ ಜಿಲ್ಲಾ ಅಲ್ಪಸಂಖ್ಯಾತರ ಕಲ್ಯಾಣ ಇಲಾಖೆ ಮೌಲಾನ ಆಜಾದ್ ಭವನ ಕೊಪ್ಪಳ, ಜಿಲ್ಲಾ ಅಲ್ಪಸಂಖ್ಯಾತರ ಮಾಹಿತಿ ಕೇಂದ್ರ ಮತ್ತು ಯಲಬುರ್ಗಾ, ಕುಷ್ಟಗಿ ಹಾಗೂ ಗಂಗಾವತಿ ತಾಲ್ಲೂಕು ಅಲ್ಪಸಂಖ್ಯಾತರ ಮಾಹಿತಿ ಕೇಂದ್ರಗಳನ್ನು ಸಂಪರ್ಕಿಸಬಹುದು ಎಂದು ಜಿಲ್ಲಾ ಅಧಿಕಾರಿ ಅವರು ಪ್ರಕಟಣೆಯಲ್ಲಿ ತಿಳಿಸಿದ್ದಾರೆ.	[477, 404, 757, 581]
